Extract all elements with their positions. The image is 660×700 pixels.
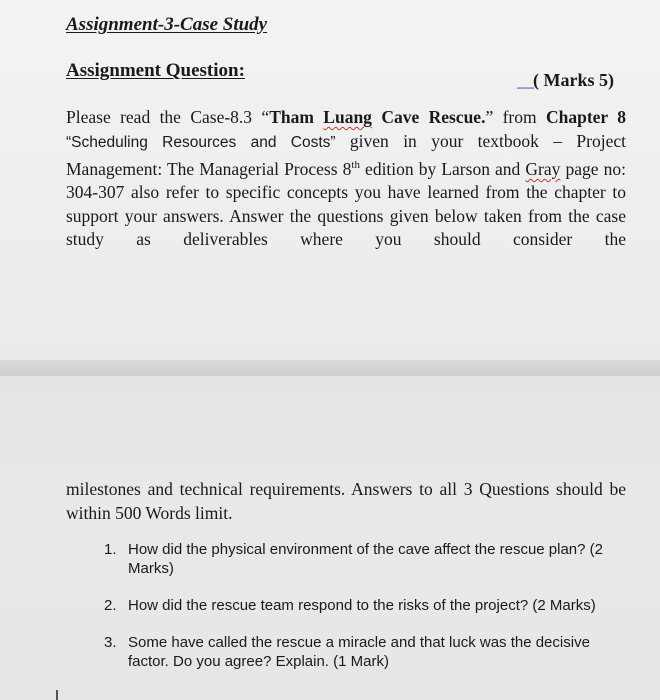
question-text: Some have called the rescue a miracle and that luck was the decisive factor. Do you agree? Explain. (1 Mark) [128, 634, 590, 670]
para-text-4: edition by Larson and [359, 158, 526, 179]
question-text: How did the rescue team respond to the risks of the project? (2 Marks) [128, 597, 596, 614]
case-name-a: Tham [269, 107, 314, 127]
question-item [104, 596, 624, 615]
instructions-paragraph [66, 106, 626, 252]
marks-text: ( Marks 5) [533, 70, 614, 90]
question-item [104, 540, 624, 578]
para-text-5: page no: 304-307 also refer to specific concepts you have learned from the chapter to support your answers. Answer the questions given below taken from the case study as deliverables where you should consider the [66, 158, 626, 250]
question-list [104, 540, 624, 671]
case-name [269, 107, 485, 127]
underline-mark: __ [517, 70, 534, 90]
para-text-2: ” from [485, 107, 546, 127]
chapter-ref: Chapter 8 [545, 107, 627, 127]
margin-mark [56, 690, 58, 700]
chapter-title: “Scheduling Resources and Costs” [66, 133, 336, 151]
para-text-1: Please read the Case-8.3 “ [66, 107, 270, 127]
question-item [104, 633, 624, 671]
question-number: 3. [104, 634, 117, 651]
case-name-b: Luang [323, 107, 372, 127]
para-text-3: given in your textbook – Project Management: The Managerial Process 8 [66, 130, 626, 179]
page-gap-band [0, 360, 660, 376]
question-number: 2. [104, 597, 117, 614]
continuation-paragraph: milestones and technical requirements. Answers to all 3 Questions should be within 500 Words limit. [66, 479, 626, 523]
assignment-question-heading: Assignment Question: [66, 60, 245, 81]
case-study-title: Assignment-3-Case Study [66, 14, 268, 35]
question-text: How did the physical environment of the cave affect the rescue plan? (2 Marks) [128, 541, 603, 577]
author-gray: Gray [525, 158, 561, 179]
question-number: 1. [104, 541, 117, 558]
case-name-c: Cave Rescue. [381, 107, 486, 127]
edition-superscript: th [351, 159, 360, 171]
marks-label [517, 70, 614, 91]
